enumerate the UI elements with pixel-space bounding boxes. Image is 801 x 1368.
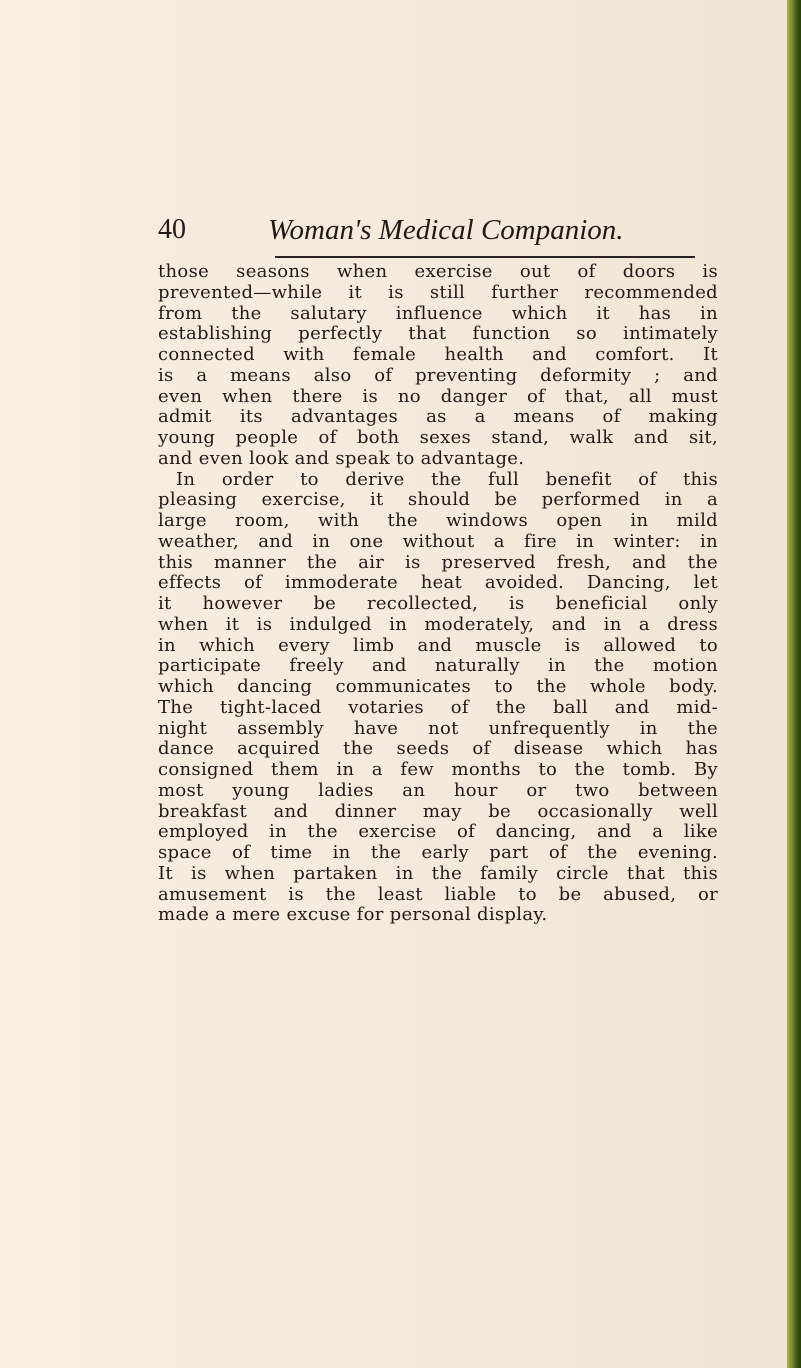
text-line: admit its advantages as a means of making <box>158 406 718 428</box>
header-rule <box>275 256 695 258</box>
text-line: is a means also of preventing deformity ; and <box>158 364 718 386</box>
text-line: and even look and speak to advantage. <box>158 447 525 469</box>
text-line: breakfast and dinner may be occasionally well <box>158 800 718 822</box>
page-number: 40 <box>158 214 186 245</box>
text-line: The tight-laced votaries of the ball and mid- <box>158 696 718 718</box>
text-line: which dancing communicates to the whole body. <box>158 676 718 697</box>
text-line: participate freely and naturally in the motion <box>158 655 718 677</box>
body-text <box>158 262 718 926</box>
text-line: dance acquired the seeds of disease which has <box>158 738 718 760</box>
text-line: large room, with the windows open in mild <box>158 510 718 531</box>
text-line: in which every limb and muscle is allowed to <box>158 634 718 656</box>
text-line: when it is indulged in moderately, and in a dress <box>158 613 718 635</box>
text-line: space of time in the early part of the evening. <box>158 842 718 863</box>
running-title: Woman's Medical Companion. <box>268 214 624 246</box>
text-line: establishing perfectly that function so intimately <box>158 323 718 345</box>
text-line: effects of immoderate heat avoided. Dancing, let <box>158 572 718 594</box>
text-line: night assembly have not unfrequently in the <box>158 717 718 739</box>
text-line: prevented—while it is still further recommended <box>158 281 718 303</box>
text-line: In order to derive the full benefit of this <box>176 468 718 490</box>
text-line: young people of both sexes stand, walk and sit, <box>158 427 718 448</box>
text-line: connected with female health and comfort. It <box>158 344 718 365</box>
text-line: weather, and in one without a fire in winter: in <box>158 530 718 552</box>
text-line: even when there is no danger of that, all must <box>158 385 718 407</box>
text-line: employed in the exercise of dancing, and a like <box>158 821 718 843</box>
text-line: made a mere excuse for personal display. <box>158 904 548 926</box>
text-line: it however be recollected, is beneficial only <box>158 593 718 614</box>
text-line: those seasons when exercise out of doors is <box>158 261 718 282</box>
text-line: pleasing exercise, it should be performed in a <box>158 489 718 511</box>
text-line: amusement is the least liable to be abused, or <box>158 883 718 905</box>
text-line: It is when partaken in the family circle that this <box>158 862 718 884</box>
text-line: most young ladies an hour or two between <box>158 779 718 801</box>
text-line: this manner the air is preserved fresh, and the <box>158 551 718 573</box>
page-edge <box>787 0 801 1368</box>
page-header <box>158 208 718 252</box>
text-line: consigned them in a few months to the tomb. By <box>158 759 718 780</box>
text-line: from the salutary influence which it has in <box>158 302 718 324</box>
